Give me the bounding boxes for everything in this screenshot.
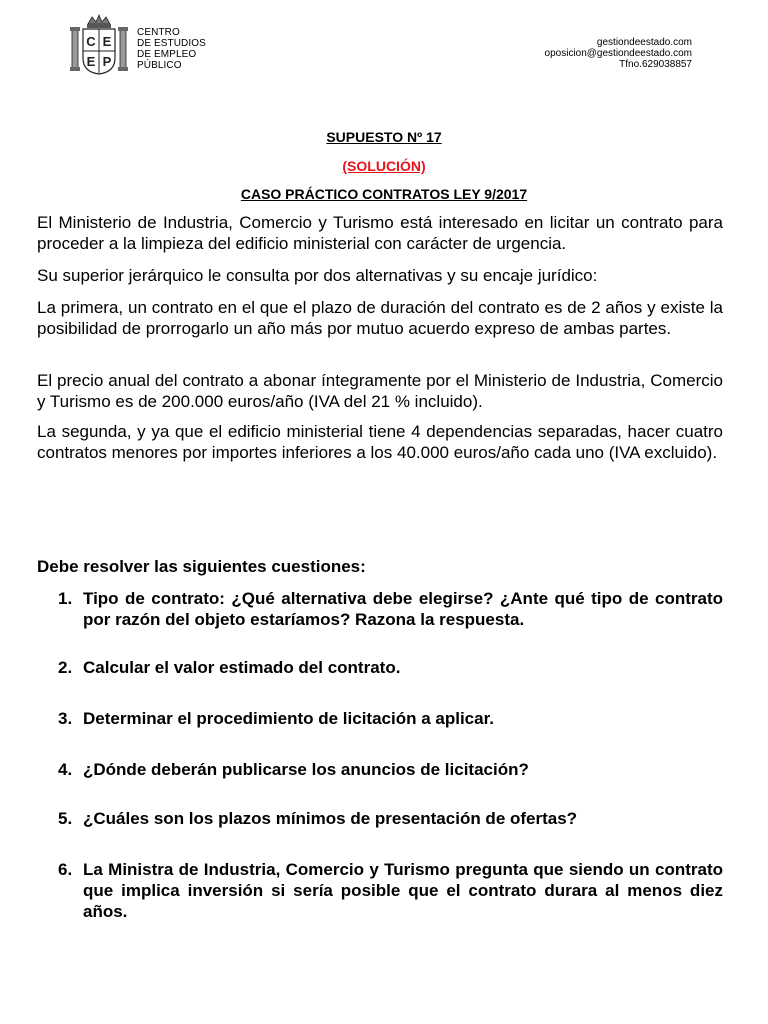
case-title	[0, 186, 768, 202]
paragraph: La segunda, y ya que el edificio ministerial tiene 4 dependencias separadas, hacer cuatro contratos menores por importes inferiores a los 40.000 euros/año cada uno (IVA excluido).	[37, 422, 723, 462]
logo-letter-e-top: E	[102, 34, 112, 49]
questions-heading: Debe resolver las siguientes cuestiones:	[37, 557, 366, 576]
question-text: ¿Dónde deberán publicarse los anuncios de licitación?	[83, 760, 529, 779]
org-line: CENTRO	[137, 27, 180, 38]
question-item	[37, 588, 723, 630]
org-line: DE ESTUDIOS	[137, 38, 206, 49]
solution-label	[0, 158, 768, 174]
phone-number: Tfno.629038857	[619, 59, 692, 70]
question-number: 3.	[58, 709, 73, 728]
question-text: Calcular el valor estimado del contrato.	[83, 658, 401, 677]
question-text: La Ministra de Industria, Comercio y Turismo pregunta que siendo un contrato que implica inversión si sería posible que el contrato durara al menos diez años.	[83, 860, 723, 921]
website-link[interactable]: gestiondeestado.com	[596, 37, 692, 48]
contact-info	[545, 37, 692, 70]
logo-letter-c: C	[86, 34, 96, 49]
org-line: PÚBLICO	[137, 60, 182, 71]
logo-letter-e-bottom: E	[86, 54, 96, 69]
question-item	[37, 859, 723, 922]
document-title	[0, 129, 768, 145]
question-number: 6.	[58, 860, 73, 879]
question-item	[37, 759, 723, 780]
paragraph: Su superior jerárquico le consulta por dos alternativas y su encaje jurídico:	[37, 266, 598, 285]
question-text: ¿Cuáles son los plazos mínimos de presentación de ofertas?	[83, 809, 578, 828]
question-number: 2.	[58, 658, 73, 677]
logo-letter-p: P	[102, 54, 112, 69]
question-item	[37, 657, 723, 678]
question-item	[37, 708, 723, 729]
question-text: Tipo de contrato: ¿Qué alternativa debe elegirse? ¿Ante qué tipo de contrato por razón del objeto estaríamos? Razona la respuesta.	[83, 589, 723, 629]
question-number: 5.	[58, 809, 73, 828]
title-solucion: (SOLUCIÓN)	[342, 158, 426, 174]
question-number: 1.	[58, 589, 73, 608]
title-supuesto: SUPUESTO Nº 17	[326, 129, 442, 145]
paragraph: El precio anual del contrato a abonar íntegramente por el Ministerio de Industria, Comercio y Turismo es de 200.000 euros/año (IVA del 21 % incluido).	[37, 371, 723, 411]
org-line: DE EMPLEO	[137, 49, 197, 60]
question-number: 4.	[58, 760, 73, 779]
paragraph: La primera, un contrato en el que el plazo de duración del contrato es de 2 años y existe la posibilidad de prorrogarlo un año más por mutuo acuerdo expreso de ambas partes.	[37, 298, 723, 338]
coat-of-arms-logo-icon	[68, 14, 130, 76]
question-text: Determinar el procedimiento de licitación a aplicar.	[83, 709, 494, 728]
question-item	[37, 808, 723, 829]
organization-name	[137, 27, 206, 71]
email-link[interactable]: oposicion@gestiondeestado.com	[544, 48, 692, 59]
paragraph: El Ministerio de Industria, Comercio y Turismo está interesado en licitar un contrato para proceder a la limpieza del edificio ministerial con carácter de urgencia.	[37, 213, 723, 253]
title-caso-practico: CASO PRÁCTICO CONTRATOS LEY 9/2017	[240, 186, 528, 202]
